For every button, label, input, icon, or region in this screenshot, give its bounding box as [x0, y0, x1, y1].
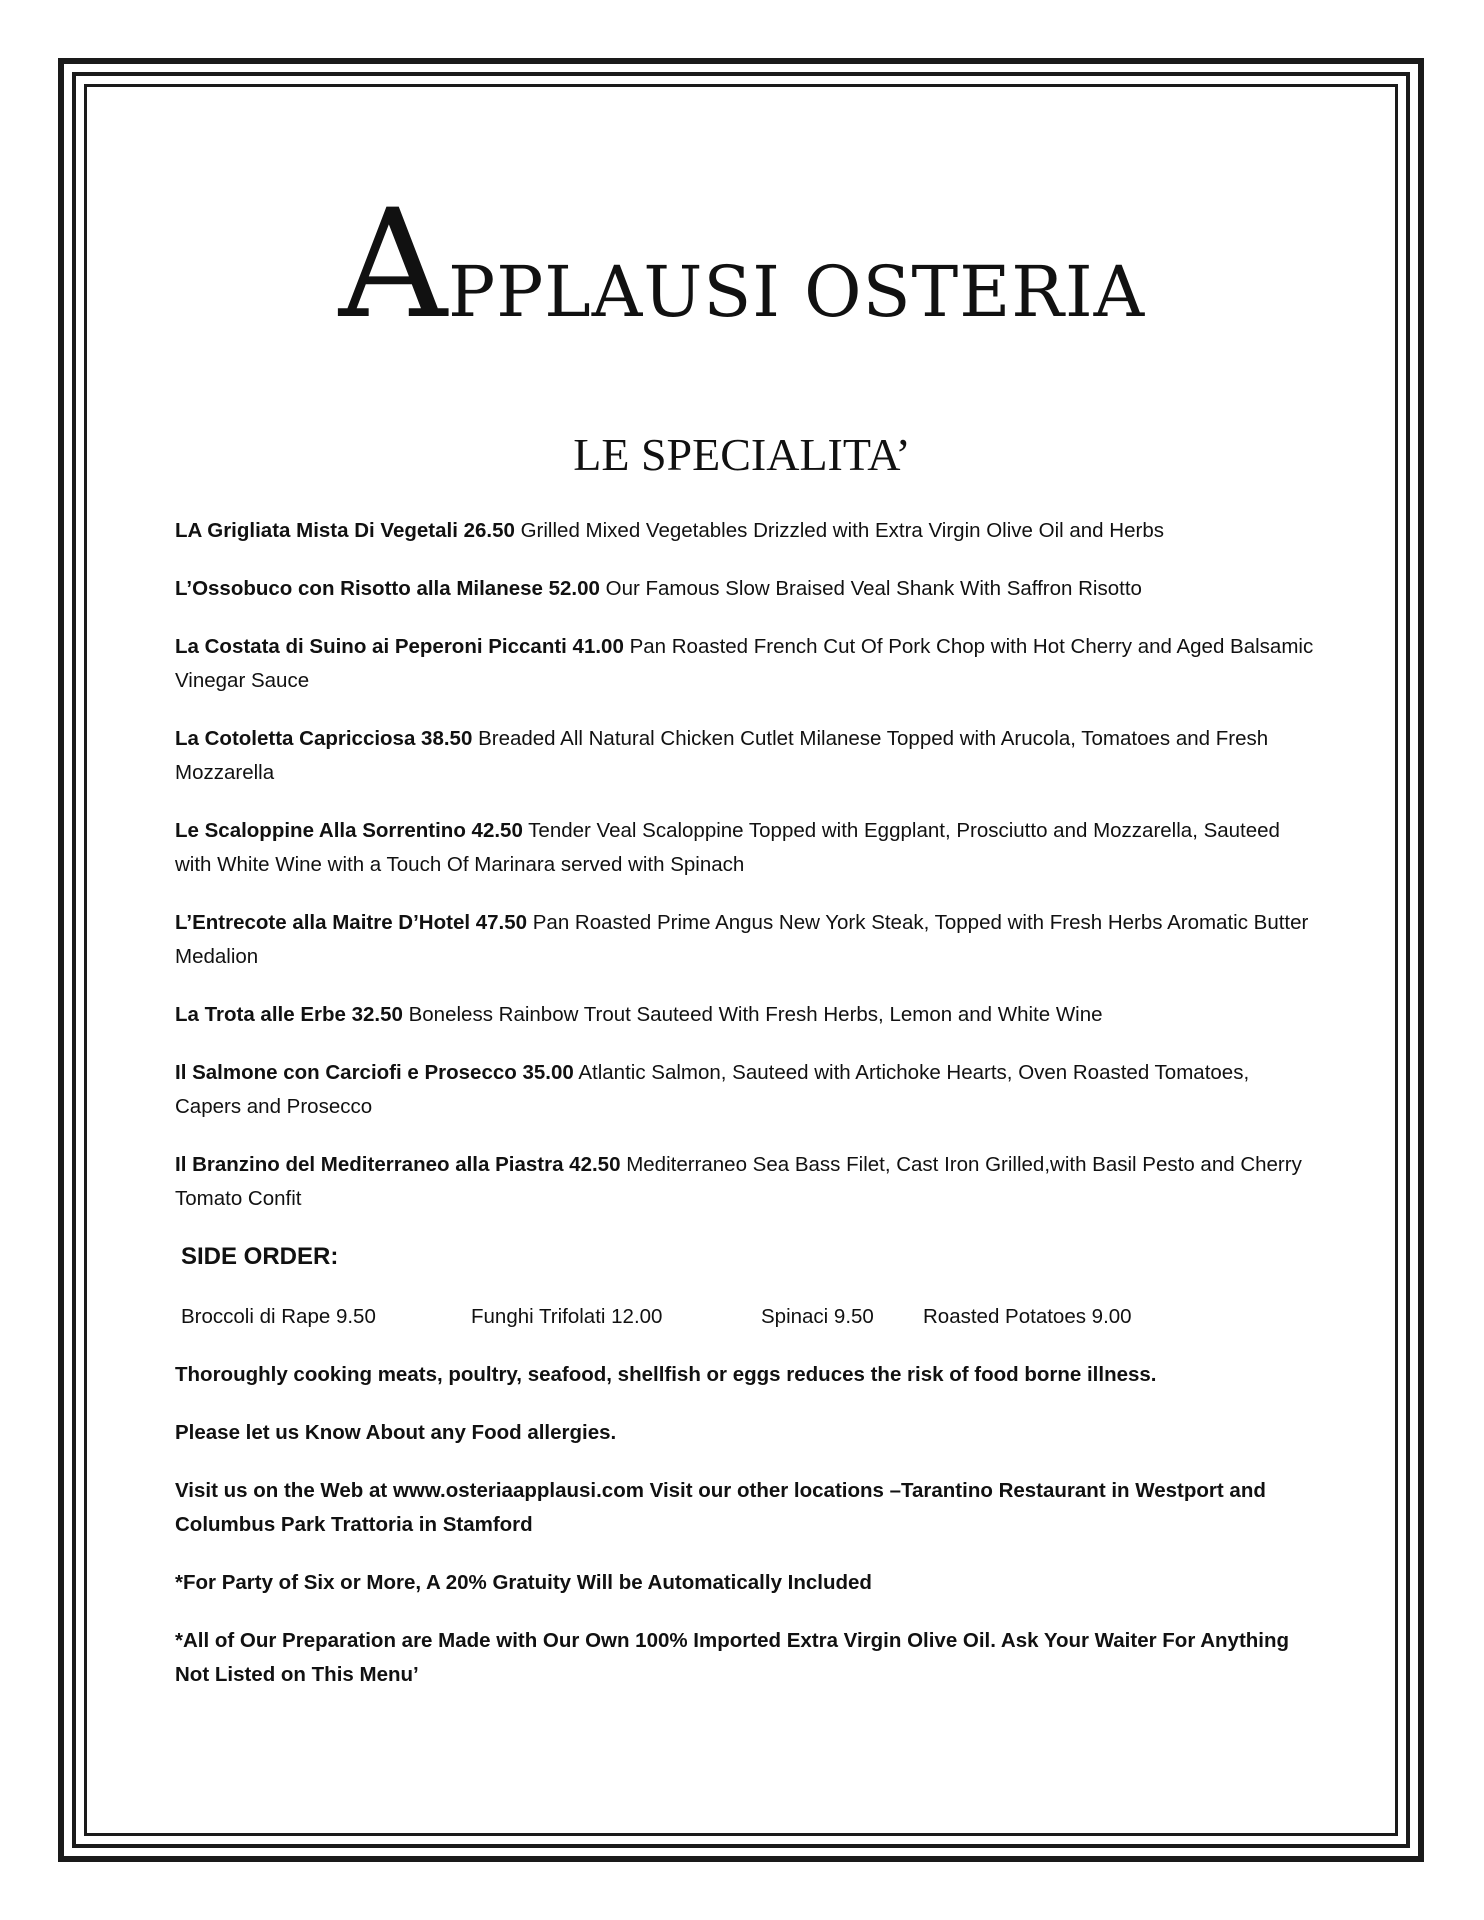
item-name: L’Ossobuco con Risotto alla Milanese 52.00: [175, 577, 600, 600]
restaurant-title: [0, 178, 1484, 352]
title-initial: A: [338, 178, 449, 352]
menu-item: [175, 814, 1315, 882]
item-name: La Trota alle Erbe 32.50: [175, 1003, 403, 1026]
menu-item: [175, 572, 1315, 606]
item-description: Mediterraneo Sea Bass Filet, Cast Iron Grilled,with Basil Pesto and Cherry Tomato Confit: [175, 1153, 1302, 1210]
item-description: Tender Veal Scaloppine Topped with Eggplant, Prosciutto and Mozzarella, Sauteed with White Wine with a Touch Of Marinara served with Spinach: [175, 819, 1280, 876]
item-description: Boneless Rainbow Trout Sauteed With Fresh Herbs, Lemon and White Wine: [408, 1003, 1103, 1026]
item-name: La Cotoletta Capricciosa 38.50: [175, 727, 473, 750]
item-description: Pan Roasted French Cut Of Pork Chop with Hot Cherry and Aged Balsamic Vinegar Sauce: [175, 635, 1314, 692]
section-title: LE SPECIALITA’: [573, 429, 911, 480]
menu-item: [175, 906, 1315, 974]
gratuity-note: *For Party of Six or More, A 20% Gratuity Will be Automatically Included: [175, 1571, 872, 1594]
menu-content: [175, 514, 1315, 1716]
item-description: Breaded All Natural Chicken Cutlet Milanese Topped with Arucola, Tomatoes and Fresh Mozzarella: [175, 727, 1269, 784]
side-item-potatoes: Roasted Potatoes 9.00: [923, 1305, 1132, 1328]
menu-item: [175, 514, 1315, 548]
item-description: Pan Roasted Prime Angus New York Steak, Topped with Fresh Herbs Aromatic Butter Medalion: [175, 911, 1309, 968]
side-item-spinaci: Spinaci 9.50: [761, 1305, 874, 1328]
olive-oil-note: *All of Our Preparation are Made with Our Own 100% Imported Extra Virgin Olive Oil. Ask Your Waiter For Anything Not Listed on This Menu’: [175, 1629, 1290, 1686]
food-safety-note: Thoroughly cooking meats, poultry, seafood, shellfish or eggs reduces the risk of food borne illness.: [175, 1363, 1157, 1386]
side-order-list: [181, 1300, 1315, 1334]
item-name: La Costata di Suino ai Peperoni Piccanti 41.00: [175, 635, 624, 658]
item-description: Grilled Mixed Vegetables Drizzled with Extra Virgin Olive Oil and Herbs: [520, 519, 1164, 542]
side-item-funghi: Funghi Trifolati 12.00: [471, 1305, 663, 1328]
item-name: Il Salmone con Carciofi e Prosecco 35.00: [175, 1061, 574, 1084]
menu-item: [175, 1056, 1315, 1124]
allergy-note: Please let us Know About any Food allergies.: [175, 1421, 617, 1444]
item-name: Il Branzino del Mediterraneo alla Piastra 42.50: [175, 1153, 621, 1176]
menu-item: [175, 998, 1315, 1032]
item-name: L’Entrecote alla Maitre D’Hotel 47.50: [175, 911, 528, 934]
item-description: Our Famous Slow Braised Veal Shank With Saffron Risotto: [605, 577, 1142, 600]
menu-item: [175, 1148, 1315, 1216]
side-item-broccoli: Broccoli di Rape 9.50: [181, 1305, 376, 1328]
item-name: LA Grigliata Mista Di Vegetali 26.50: [175, 519, 515, 542]
menu-item: [175, 630, 1315, 698]
title-rest: PPLAUSI OSTERIA: [448, 251, 1146, 333]
side-order-heading: SIDE ORDER:: [181, 1243, 339, 1270]
website-note: Visit us on the Web at www.osteriaapplausi.com Visit our other locations –Tarantino Restaurant in Westport and Columbus Park Trattoria in Stamford: [175, 1479, 1266, 1536]
item-name: Le Scaloppine Alla Sorrentino 42.50: [175, 819, 523, 842]
menu-item: [175, 722, 1315, 790]
item-description: Atlantic Salmon, Sauteed with Artichoke Hearts, Oven Roasted Tomatoes, Capers and Prosecco: [175, 1061, 1250, 1118]
